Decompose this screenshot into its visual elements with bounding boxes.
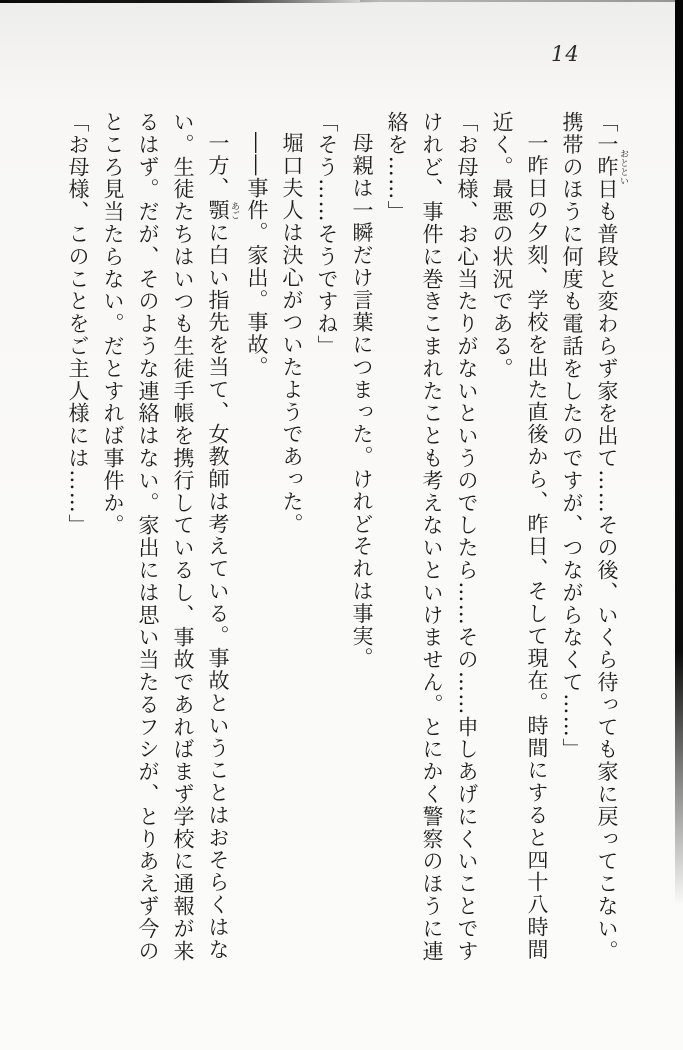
paragraph: 「一昨日 おとといも普段と変わらず家を出て……その後、いくら待っても家に戻ってこない。携帯のほうに何度も電話をしたのですが、つながらなくて……」	[560, 111, 628, 963]
ruby-annotated-word: 一昨日 おととい	[595, 133, 628, 201]
paragraph: 「お母様、このことをご主人様には……」	[66, 111, 90, 537]
page-number: 14	[551, 42, 580, 66]
paragraph: 一方、顎 あごに白い指先を当て、女教師は考えている。事故ということはおそらくはない。生徒たちはいつも生徒手帳を携行しているし、事故であればまず学校に通報が来るはず。だが、そのような連絡はない。家出には思い当たるフシが、とりあえず今のところ見当たらない。だとすれば事件か。	[101, 111, 239, 963]
paragraph: ――事件。家出。事故。	[245, 132, 269, 379]
scan-artifact-top-edge	[0, 0, 380, 3]
ruby-annotated-word: 顎 あご	[206, 199, 239, 222]
scan-artifact-right-edge	[675, 0, 683, 905]
paragraph: 「お母様、お心当たりがないというのでしたら……その……申しあげにくいことですけれど、事件に巻きこまれたことも考えないといけません。とにかく警察のほうに連絡を……」	[385, 111, 479, 963]
paragraph: 堀口夫人は決心がついたようであった。	[280, 132, 304, 536]
paragraph: 一昨日の夕刻、学校を出た直後から、昨日、そして現在。時間にすると四十八時間近く。最悪の状況である。	[490, 111, 549, 961]
paragraph: 母親は一瞬だけ言葉につまった。けれどそれは事実。	[350, 132, 374, 670]
vertical-text-block	[62, 111, 628, 967]
paragraph: 「そう……そうですね」	[315, 111, 339, 358]
scan-artifact-top-edge-faint	[360, 0, 683, 2]
